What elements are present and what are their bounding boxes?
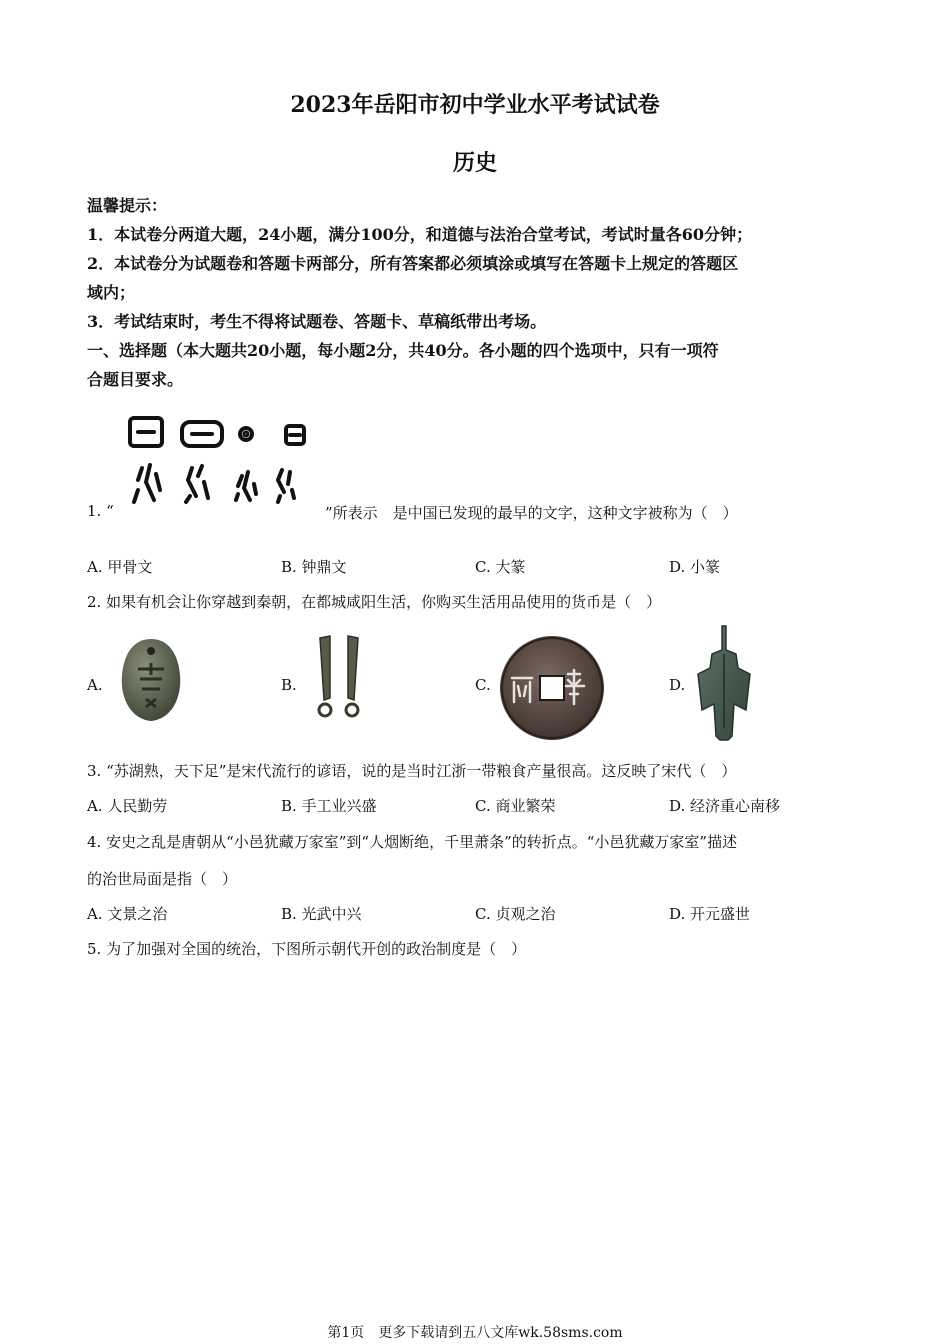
knife-coin-image [308, 632, 370, 722]
notice-line-2a: 2．本试卷分为试题卷和答题卡两部分，所有答案都必须填涂或填写在答题卡上规定的答题区 [87, 254, 739, 273]
question-1-option-a: A. 甲骨文 [87, 558, 153, 576]
question-2-option-d: D. [669, 676, 686, 694]
ant-nose-coin-image [116, 635, 186, 725]
question-1-option-b: B. 钟鼎文 [281, 558, 347, 576]
question-1-prefix: 1. “ [87, 502, 114, 520]
question-4-line-2: 的治世局面是指（ ） [87, 870, 238, 888]
notice-line-3: 3．考试结束时，考生不得将试题卷、答题卡、草稿纸带出考场。 [87, 312, 547, 331]
notice-heading: 温馨提示： [87, 196, 168, 215]
question-2-text: 2. 如果有机会让你穿越到秦朝，在都城咸阳生活，你购买生活用品使用的货币是（ ） [87, 593, 662, 611]
section-heading-line-1: 一、选择题（本大题共20小题，每小题2分，共40分。各小题的四个选项中，只有一项符 [87, 341, 719, 360]
question-1-option-c: C. 大篆 [475, 558, 526, 576]
page-footer: 第1页 更多下载请到五八文库wk.58sms.com [327, 1325, 623, 1341]
spade-coin-image [692, 624, 756, 742]
notice-line-1: 1．本试卷分两道大题，24小题，满分100分，和道德与法治合堂考试，考试时量各60分钟； [87, 225, 753, 244]
banliang-coin-image [498, 634, 606, 742]
question-3-option-d: D. 经济重心南移 [669, 797, 781, 815]
question-3-option-c: C. 商业繁荣 [475, 797, 556, 815]
question-2-option-b: B. [281, 676, 297, 694]
question-4-line-1: 4. 安史之乱是唐朝从“小邑犹藏万家室”到“人烟断绝，千里萧条”的转折点。“小邑犹藏万家室”描述 [87, 833, 738, 851]
question-4-option-b: B. 光武中兴 [281, 905, 362, 923]
question-3-option-b: B. 手工业兴盛 [281, 797, 377, 815]
question-4-option-d: D. 开元盛世 [669, 905, 751, 923]
subject-title: 历史 [452, 150, 497, 176]
question-3-option-a: A. 人民勤劳 [87, 797, 168, 815]
oracle-bone-script-image [120, 410, 320, 510]
question-5-text: 5. 为了加强对全国的统治，下图所示朝代开创的政治制度是（ ） [87, 940, 527, 958]
question-1-text: ”所表示 是中国已发现的最早的文字，这种文字被称为（ ） [325, 504, 738, 522]
question-1-option-d: D. 小篆 [669, 558, 721, 576]
notice-line-2b: 域内； [87, 283, 136, 302]
question-4-option-a: A. 文景之治 [87, 905, 168, 923]
question-3-text: 3. “苏湖熟，天下足”是宋代流行的谚语，说的是当时江浙一带粮食产量很高。这反映了宋代（ ） [87, 762, 737, 780]
question-2-option-c: C. [475, 676, 491, 694]
page-title: 2023年岳阳市初中学业水平考试试卷 [290, 92, 660, 118]
question-4-option-c: C. 贞观之治 [475, 905, 556, 923]
section-heading-line-2: 合题目要求。 [87, 370, 184, 389]
question-2-option-a: A. [87, 676, 103, 694]
